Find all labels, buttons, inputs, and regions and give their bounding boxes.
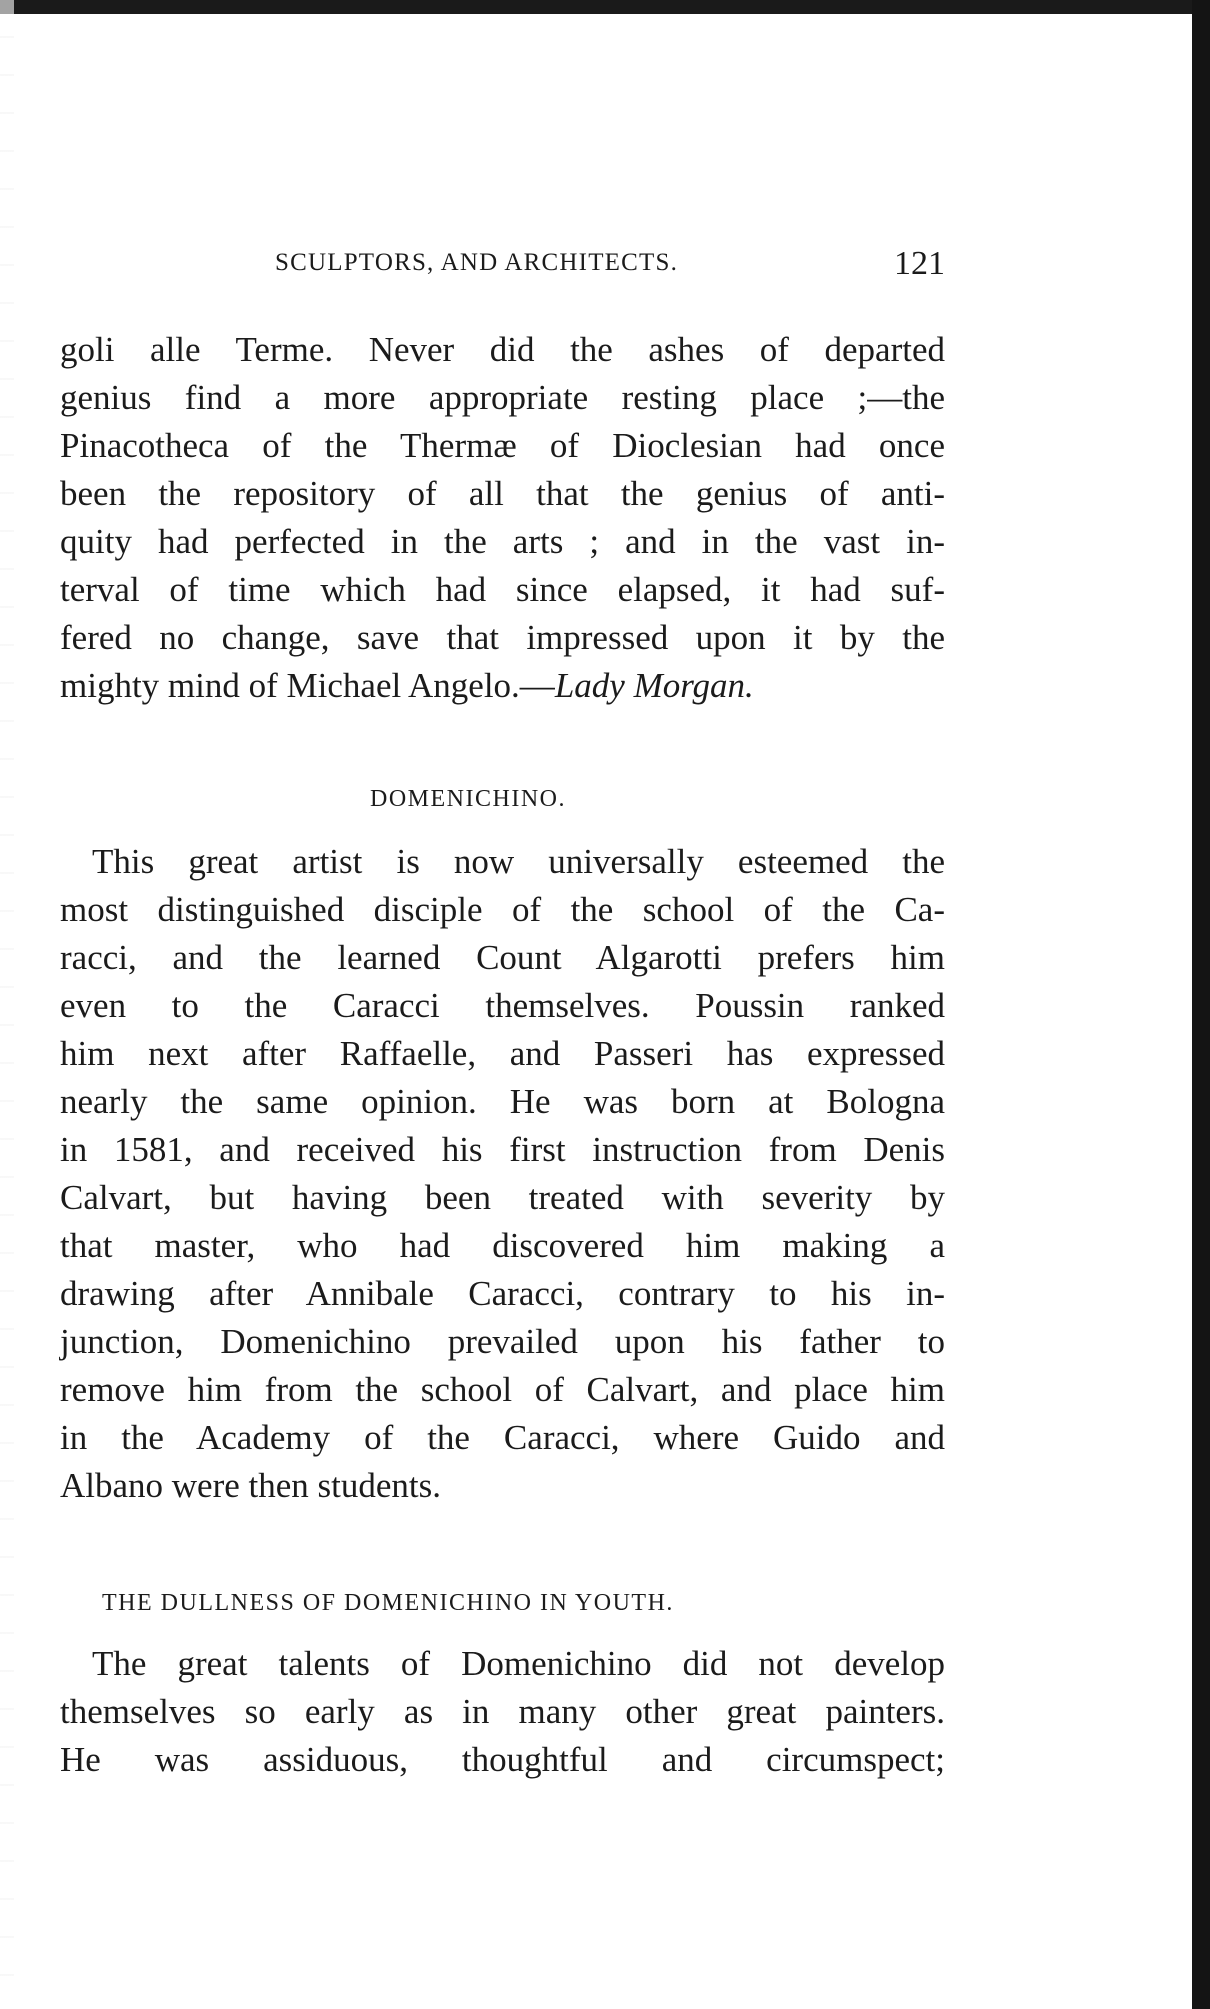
text-line: in 1581, and received his first instruction from Denis <box>60 1130 945 1169</box>
passage-lady-morgan <box>60 326 945 710</box>
text-line: junction, Domenichino prevailed upon his father to <box>60 1322 945 1361</box>
scan-top-edge <box>0 0 1210 14</box>
text-line: terval of time which had since elapsed, it had suf- <box>60 570 945 609</box>
text-line: in the Academy of the Caracci, where Guido and <box>60 1418 945 1457</box>
final-line-text: mighty mind of Michael Angelo.— <box>60 666 555 705</box>
text-line: even to the Caracci themselves. Poussin ranked <box>60 986 945 1025</box>
text-line: quity had perfected in the arts ; and in the vast in- <box>60 522 945 561</box>
text-line-final <box>60 662 945 710</box>
text-line: drawing after Annibale Caracci, contrary to his in- <box>60 1274 945 1313</box>
text-line: He was assiduous, thoughtful and circumspect; <box>60 1740 945 1779</box>
text-line: racci, and the learned Count Algarotti prefers him <box>60 938 945 977</box>
text-line: themselves so early as in many other great painters. <box>60 1692 945 1731</box>
text-line: genius find a more appropriate resting place ;—the <box>60 378 945 417</box>
running-title: SCULPTORS, AND ARCHITECTS. <box>275 249 679 276</box>
text-line: Albano were then students. <box>60 1466 442 1505</box>
scan-right-edge <box>1192 0 1210 2009</box>
text-line: him next after Raffaelle, and Passeri has expressed <box>60 1034 945 1073</box>
text-line: fered no change, save that impressed upon it by the <box>60 618 945 657</box>
section-dullness-body <box>60 1640 945 1784</box>
text-line: most distinguished disciple of the school of the Ca- <box>60 890 945 929</box>
text-line: nearly the same opinion. He was born at Bologna <box>60 1082 945 1121</box>
scan-left-margin <box>0 0 14 2009</box>
text-line: This great artist is now universally esteemed the <box>92 842 945 881</box>
text-line: Calvart, but having been treated with severity by <box>60 1178 945 1217</box>
text-line: The great talents of Domenichino did not develop <box>92 1644 945 1683</box>
text-line: that master, who had discovered him making a <box>60 1226 945 1265</box>
section-domenichino-body <box>60 838 945 1510</box>
running-head <box>275 245 945 285</box>
text-line: been the repository of all that the genius of anti- <box>60 474 945 513</box>
section-heading-domenichino: DOMENICHINO. <box>370 786 566 812</box>
attribution: Lady Morgan. <box>554 666 754 705</box>
section-heading-dullness: THE DULLNESS OF DOMENICHINO IN YOUTH. <box>102 1590 674 1616</box>
text-line: goli alle Terme. Never did the ashes of departed <box>60 330 945 369</box>
page-number: 121 <box>894 245 945 282</box>
text-line: remove him from the school of Calvart, and place him <box>60 1370 945 1409</box>
text-line: Pinacotheca of the Thermæ of Dioclesian had once <box>60 426 945 465</box>
